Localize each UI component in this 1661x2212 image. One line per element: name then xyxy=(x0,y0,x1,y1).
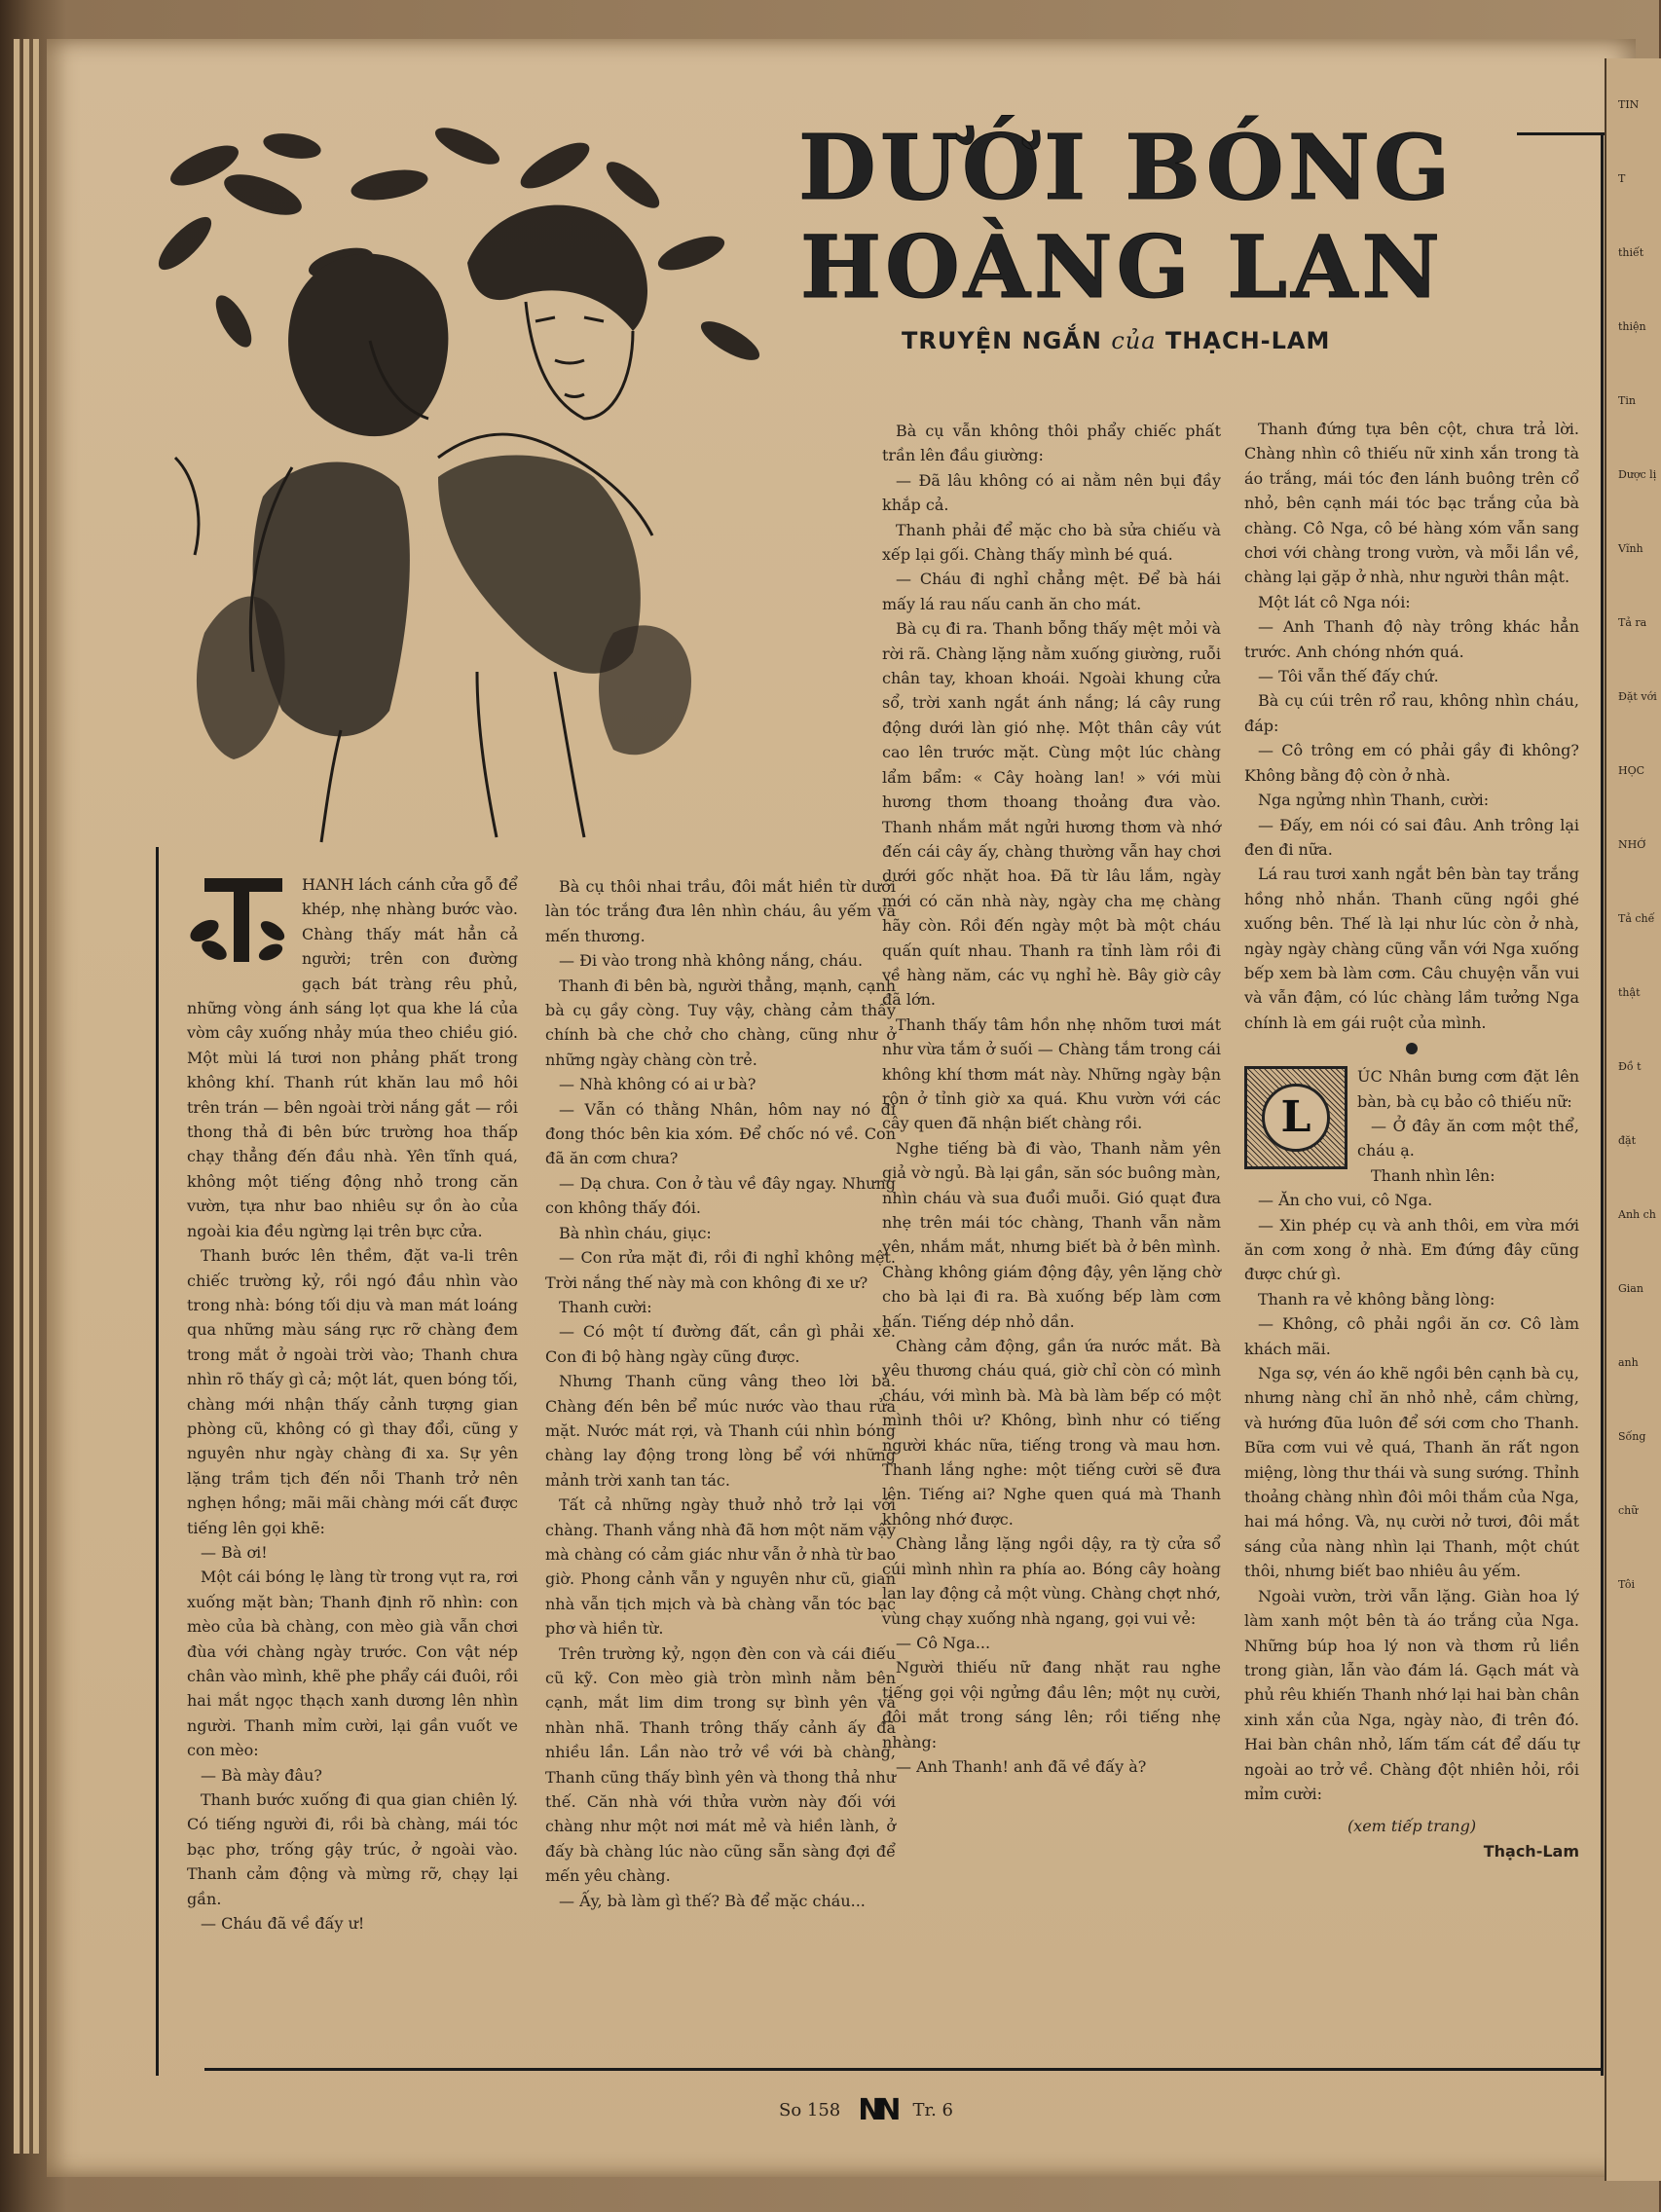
adjacent-text-fragment: thiện xyxy=(1618,320,1646,333)
paragraph: — Không, cô phải ngồi ăn cơ. Cô làm khách mãi. xyxy=(1244,1314,1579,1358)
frame-right-rule xyxy=(1601,132,1604,2076)
paragraph: — Vẫn có thằng Nhân, hôm nay nó đi đong thóc bên kia xóm. Để chốc nó về. Con đã ăn cơm chưa? xyxy=(545,1099,896,1168)
paragraph: Nghe tiếng bà đi vào, Thanh nằm yên giả vờ ngủ. Bà lại gần, săn sóc buông màn, nhìn cháu và sua đuổi muỗi. Gió quạt đưa nhẹ trên mái tóc chàng, Thanh vẫn nằm yên, nhắm mắt, nhưng biết bà ở bên mình. Chàng không giám động đậy, yên lặng chờ cho bà lại đi ra. Bà xuống bếp làm cơm hấn. Tiếng dép nhỏ dần. xyxy=(882,1138,1221,1331)
magazine-logo: NN xyxy=(858,2093,896,2127)
page-edge xyxy=(23,39,30,2154)
dropcap-box xyxy=(1244,1066,1347,1169)
issue-number: So 158 xyxy=(779,2100,841,2120)
paragraph: — Anh Thanh độ này trông khác hẳn trước. Anh chóng nhớn quá. xyxy=(1244,617,1579,661)
paragraph: Thanh thấy tâm hồn nhẹ nhõm tươi mát như vừa tắm ở suối — Chàng tắm trong cái không khí thơm mát này. Những ngày bận rộn ở tỉnh giờ xa quá. Khu vườn với các cây quen đã nhận biết chàng rồi. xyxy=(882,1014,1221,1133)
text-column-2 xyxy=(545,874,896,1913)
paragraph: — Xin phép cụ và anh thôi, em vừa mới ăn cơm xong ở nhà. Em đứng đây cũng được chứ gì. xyxy=(1244,1215,1579,1284)
paragraph: — Ở đây ăn cơm một thể, cháu ạ. xyxy=(1357,1116,1579,1161)
article-title-line2: HOÀNG LAN xyxy=(800,216,1444,317)
paragraph: Chàng cảm động, gần ứa nước mắt. Bà yêu thương cháu quá, giờ chỉ còn có mình cháu, với mình bà. Mà bà làm bếp có một mình thôi ư? Không, bình như có tiếng người khác nữa, tiếng trong và mau hơn. Thanh lắng nghe: một tiếng cười sẽ đưa lên. Tiếng ai? Nghe quen quá mà Thanh không nhớ được. xyxy=(882,1337,1221,1529)
adjacent-text-fragment: thiết xyxy=(1618,246,1644,259)
paragraph: Tất cả những ngày thuở nhỏ trở lại với chàng. Thanh vắng nhà đã hơn một năm vậy mà chàng có cảm giác như vẫn ở nhà từ bao giờ. Phong cảnh vẫn y nguyên như cũ, gian nhà vẫn tịch mịch và bà chàng vẫn tóc bạc phơ và hiền từ. xyxy=(545,1495,896,1639)
paragraph: — Cô trông em có phải gầy đi không? Không bằng độ còn ở nhà. xyxy=(1244,741,1579,785)
paragraph: Nga sợ, vén áo khẽ ngồi bên cạnh bà cụ, nhưng nàng chỉ ăn nhỏ nhẻ, cầm chừng, và hướng đũa luôn để sới cơm cho Thanh. Bữa cơm vui vẻ quá, Thanh ăn rất ngon miệng, lòng thư thái và sung sướng. Thỉnh thoảng chàng nhìn đôi môi thắm của Nga, hai má hồng. Và, nụ cười nở tươi, đôi mắt sáng của nàng nhìn lại Thanh, một chút thôi, nhưng biết bao nhiêu âu yếm. xyxy=(1244,1364,1579,1581)
dropcap-illuminated xyxy=(185,872,292,970)
paragraph: — Đấy, em nói có sai đâu. Anh trông lại đen đi nữa. xyxy=(1244,815,1579,859)
adjacent-text-fragment: Tả chế xyxy=(1618,912,1655,925)
continued-note: (xem tiếp trang) xyxy=(1347,1817,1477,1836)
paragraph: Nhưng Thanh cũng vâng theo lời bà. Chàng đến bên bể múc nước vào thau rửa mặt. Nước mát rợi, và Thanh cúi nhìn bóng chàng lay động trong lòng bể với những mảnh trời xanh tan tác. xyxy=(545,1372,896,1490)
text-column-3 xyxy=(882,419,1221,1779)
paragraph: — Đã lâu không có ai nằm nên bụi đầy khắp cả. xyxy=(882,470,1221,515)
paragraph: Chàng lẳng lặng ngồi dậy, ra tỳ cửa sổ cúi mình nhìn ra phía ao. Bóng cây hoàng lan lay động cả một vùng. Chàng chợt nhớ, vùng chạy xuống nhà ngang, gọi vui vẻ: xyxy=(882,1534,1221,1628)
paragraph: — Dạ chưa. Con ở tàu về đây ngay. Nhưng con không thấy đói. xyxy=(545,1173,896,1218)
section-break-dot xyxy=(1406,1043,1418,1054)
adjacent-text-fragment: Dược lị xyxy=(1618,468,1657,481)
page-edge xyxy=(14,39,20,2154)
paragraph: — Con rửa mặt đi, rồi đi nghỉ không mệt. Trời nắng thế này mà con không đi xe ư? xyxy=(545,1248,896,1292)
adjacent-text-fragment: thật xyxy=(1618,986,1641,999)
paragraph: — Cháu đi nghỉ chẳng mệt. Để bà hái mấy lá rau nấu canh ăn cho mát. xyxy=(882,570,1221,613)
paragraph: Thanh ra vẻ không bằng lòng: xyxy=(1258,1289,1495,1309)
page-number: Tr. 6 xyxy=(912,2100,953,2120)
adjacent-text-fragment: Vĩnh xyxy=(1618,542,1643,555)
paragraph: — Tôi vẫn thế đấy chứ. xyxy=(1258,667,1439,686)
paragraph: — Ăn cho vui, cô Nga. xyxy=(1258,1191,1433,1210)
adjacent-text-fragment: Tôi xyxy=(1618,1578,1636,1591)
paragraph: — Cháu đã về đấy ư! xyxy=(201,1914,365,1934)
paragraph: Bà cụ vẫn không thôi phẩy chiếc phất trần lên đầu giường: xyxy=(882,422,1221,465)
page-edge xyxy=(33,39,40,2154)
page-footer xyxy=(779,2093,953,2127)
paragraph: Nga ngửng nhìn Thanh, cười: xyxy=(1258,791,1490,810)
paragraph: Thanh đi bên bà, người thẳng, mạnh, cạnh bà cụ gầy còng. Tuy vậy, chàng cảm thấy chính bà che chở cho chàng, cũng như ở những ngày chàng còn trẻ. xyxy=(545,976,896,1069)
paragraph: — Anh Thanh! anh đã về đấy à? xyxy=(896,1756,1147,1776)
adjacent-text-fragment: Đồ t xyxy=(1618,1060,1642,1073)
paragraph: — Nhà không có ai ư bà? xyxy=(559,1075,757,1094)
paragraph: HANH lách cánh cửa gỗ để khép, nhẹ nhàng bước vào. Chàng thấy mát hẳn cả người; trên con đường gạch bát tràng rêu phủ, những vòng ánh sáng lọt qua khe lá của vòm cây xuống nhảy múa theo chiều gió. Một mùi lá tươi non phảng phất trong không khí. Thanh rút khăn lau mồ hôi trên trán — bên ngoài trời nắng gắt — rồi thong thả đi bên bức trường hoa thấp chạy thẳng đến đầu nhà. Yên tĩnh quá, không một tiếng động nhỏ trong căn vườn, tựa như bao nhiêu sự ồn ào của ngoài kia đều ngừng lại trên bực cửa. xyxy=(187,875,518,1240)
paragraph: Trên trường kỷ, ngọn đèn con và cái điếu cũ kỹ. Con mèo già tròn mình nằm bên cạnh, mắt lim dim trong sự bình yên và nhàn nhã. Thanh trông thấy cảnh ấy đã nhiều lần. Lần nào trở về với bà chàng, Thanh cũng thấy bình yên và thong thả như thế. Căn nhà với thửa vườn này đối với chàng như một nơi mát mẻ và hiền lành, ở đấy bà chàng lúc nào cũng sẵn sàng đợi để mến yêu chàng. xyxy=(545,1643,896,1886)
byline-author: THẠCH-LAM xyxy=(1164,327,1331,354)
paragraph: Thanh bước lên thềm, đặt va-li trên chiếc trường kỷ, rồi ngó đầu nhìn vào trong nhà: bóng tối dịu và man mát loáng qua những màu sáng rực rỡ chàng đem trong mắt ở ngoài trời vào; Thanh chưa nhìn rõ thấy gì cả; một lát, quen bóng tối, chàng mới nhận thấy cảnh tượng gian phòng cũ, không có gì thay đổi, cũng y nguyên như ngày chàng đi xa. Sự yên lặng trầm tịch đến nỗi Thanh trở nên nghẹn hồng; mãi mãi chàng mới cất được tiếng lên gọi khẽ: xyxy=(187,1246,518,1537)
paragraph: Một lát cô Nga nói: xyxy=(1258,592,1411,611)
paragraph: — Bà mày đâu? xyxy=(201,1765,322,1785)
paragraph: Lá rau tươi xanh ngắt bên bàn tay trắng hồng nhỏ nhắn. Thanh cũng ngồi ghé xuống bên. Thế là lại như lúc còn ở nhà, ngày ngày chàng cũng vẫn với Nga xuống bếp xem bà làm cơm. Câu chuyện vẫn vui và vẫn đậm, có lúc chàng lầm tưởng Nga chính là em gái ruột của mình. xyxy=(1244,865,1579,1032)
paragraph: — Có một tí đường đất, cần gì phải xe. Con đi bộ hàng ngày cũng được. xyxy=(545,1322,896,1366)
article-byline xyxy=(902,327,1330,354)
paragraph: Thanh cười: xyxy=(559,1297,652,1316)
byline-genre: TRUYỆN NGẮN xyxy=(902,327,1102,354)
paragraph: Thanh nhìn lên: xyxy=(1371,1165,1495,1185)
paragraph: Bà cụ đi ra. Thanh bỗng thấy mệt mỏi và rời rã. Chàng lặng nằm xuống giường, ruỗi chân tay, khoan khoái. Ngoài khung cửa sổ, trời xanh ngắt ánh nắng; lá cây rung động dưới làn gió nhẹ. Một thân cây vút cao lên trước mặt. Cùng một lúc chàng lẩm bẩm: « Cây hoàng lan! » với mùi hương thơm thoang thoảng đưa vào. Thanh nhắm mắt ngửi hương thơm và nhớ đến cái cây ấy, chàng thường vẫn hay chơi dưới gốc nhặt hoa. Đã từ lâu lắm, ngày mới có căn nhà này, ngày cha mẹ chàng hãy còn. Rồi đến ngày một bà một cháu quấn quít nhau. Thanh ra tỉnh làm rồi đi về hàng năm, các vụ nghỉ hè. Bây giờ cây đã lớn. xyxy=(882,619,1221,1010)
adjacent-text-fragment: Tin xyxy=(1618,394,1636,407)
author-signature: Thạch-Lam xyxy=(1483,1841,1579,1861)
adjacent-page-edge xyxy=(1605,58,1661,2181)
paragraph: Ngoài vườn, trời vẫn lặng. Giàn hoa lý làm xanh một bên tà áo trắng của Nga. Những búp hoa lý non và thơm rủ liền trong giàn, lẫn vào đám lá. Gạch mát và phủ rêu khiến Thanh nhớ lại hai bàn chân xinh xắn của Nga, ngày nào, đi trên đó. Hai bàn chân nhỏ, lấm tấm cát để dấu tự ngoài ao trở về. Chàng đột nhiên hỏi, rồi mỉm cười: xyxy=(1244,1586,1579,1803)
paragraph: — Ấy, bà làm gì thế? Bà để mặc cháu... xyxy=(559,1891,866,1910)
paragraph: Bà nhìn cháu, giục: xyxy=(559,1223,712,1242)
paragraph: Thanh phải để mặc cho bà sửa chiếu và xếp lại gối. Chàng thấy mình bé quá. xyxy=(882,520,1221,565)
adjacent-text-fragment: Anh ch xyxy=(1618,1208,1656,1221)
adjacent-text-fragment: Gian xyxy=(1618,1282,1643,1295)
text-column-1 xyxy=(187,872,518,1936)
adjacent-page-text xyxy=(1618,58,1657,2181)
adjacent-text-fragment: HỌC xyxy=(1618,764,1645,777)
story-illustration xyxy=(146,127,794,847)
article-title-line1: DƯỚI BÓNG xyxy=(798,115,1455,220)
adjacent-text-fragment: anh xyxy=(1618,1356,1639,1369)
text-column-4 xyxy=(1244,417,1579,1863)
adjacent-text-fragment: Sống xyxy=(1618,1430,1646,1443)
frame-bottom-rule xyxy=(204,2068,1604,2071)
adjacent-text-fragment: đặt xyxy=(1618,1134,1637,1147)
paragraph: Thanh bước xuống đi qua gian chiên lý. Có tiếng người đi, rồi bà chàng, mái tóc bạc phơ, trống gậy trúc, ở ngoài vào. Thanh cảm động và mừng rỡ, chạy lại gần. xyxy=(187,1790,518,1908)
adjacent-text-fragment: Đặt với xyxy=(1618,690,1657,703)
frame-left-rule xyxy=(156,847,159,2076)
frame-top-rule xyxy=(1517,132,1605,135)
adjacent-text-fragment: NHỚ xyxy=(1618,838,1646,851)
adjacent-text-fragment: TIN xyxy=(1618,98,1640,111)
paragraph: Một cái bóng lẹ làng từ trong vụt ra, rơi xuống mặt bàn; Thanh định rõ nhìn: con mèo của bà chàng, con mèo già vẫn chơi đùa với chàng ngày trước. Con vật nép chân vào mình, khẽ phe phẩy cái đuôi, rồi hai mắt ngọc thạch xanh dương lên nhìn người. Thanh mỉm cười, lại gần vuốt ve con mèo: xyxy=(187,1567,518,1760)
paragraph: — Cô Nga... xyxy=(896,1633,991,1652)
paragraph: Thanh đứng tựa bên cột, chưa trả lời. Chàng nhìn cô thiếu nữ xinh xắn trong tà áo trắng, mái tóc đen lánh buông trên cổ nhỏ, bên cạnh mái tóc bạc trắng của bà chàng. Cô Nga, cô bé hàng xóm vẫn sang chơi với chàng trong vườn, và mỗi lần về, chàng lại gặp ở nhà, như người thân mật. xyxy=(1244,420,1579,587)
paragraph: ÚC Nhân bưng cơm đặt lên bàn, bà cụ bảo cô thiếu nữ: xyxy=(1357,1067,1579,1111)
adjacent-text-fragment: T xyxy=(1618,172,1626,185)
dropcap-letter: L xyxy=(1262,1084,1330,1152)
dropcap-flower-icon xyxy=(185,872,292,970)
adjacent-text-fragment: Tả ra xyxy=(1618,616,1647,629)
paragraph: Bà cụ cúi trên rổ rau, không nhìn cháu, đáp: xyxy=(1244,691,1579,735)
adjacent-text-fragment: chữ xyxy=(1618,1504,1639,1517)
paragraph: Người thiếu nữ đang nhặt rau nghe tiếng gọi vội ngửng đầu lên; một nụ cười, đôi mắt trong sáng lên; rồi tiếng nhẹ nhàng: xyxy=(882,1658,1221,1751)
paragraph: Bà cụ thôi nhai trầu, đôi mắt hiền từ dưới làn tóc trắng đưa lên nhìn cháu, âu yếm và mến thương. xyxy=(545,877,896,945)
paragraph: — Bà ơi! xyxy=(201,1542,268,1562)
paragraph: — Đi vào trong nhà không nắng, cháu. xyxy=(559,951,864,971)
byline-of: của xyxy=(1111,327,1157,354)
